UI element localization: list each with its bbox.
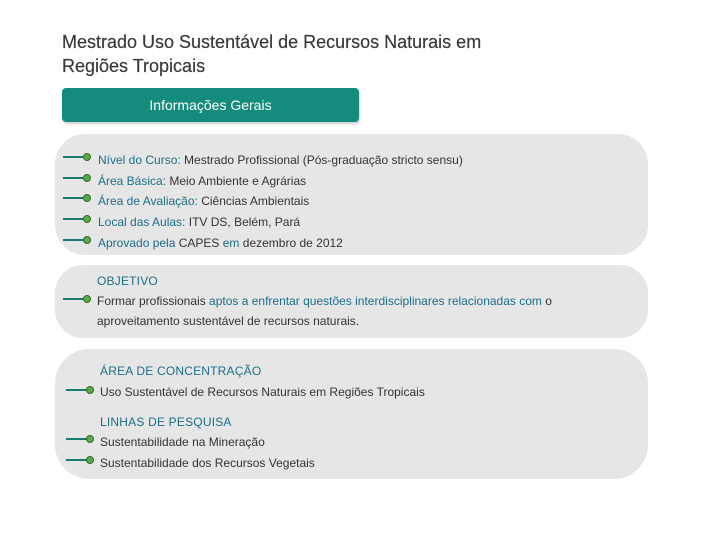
connector-dot-icon xyxy=(66,438,90,440)
objective-heading: OBJETIVO xyxy=(97,274,158,288)
page-title-line1: Mestrado Uso Sustentável de Recursos Naturais em xyxy=(62,32,482,52)
objective-bold-end: o xyxy=(545,294,552,308)
info-location-key: Local das Aulas: xyxy=(98,215,186,229)
connector-dot-icon xyxy=(66,389,90,391)
info-approval-capes: CAPES xyxy=(178,236,220,250)
info-approval-mid: em xyxy=(219,236,243,250)
info-evaluation-area xyxy=(98,193,309,209)
connector-dot-icon xyxy=(63,156,87,158)
info-evaluation-area-value: Ciências Ambientais xyxy=(197,194,310,208)
page-title-line2: Regiões Tropicais xyxy=(62,56,206,76)
connector-dot-icon xyxy=(66,459,90,461)
info-approval-pre: Aprovado pela xyxy=(98,236,179,250)
section-pill-general-info: Informações Gerais xyxy=(62,88,359,122)
research-line-item: Sustentabilidade na Mineração xyxy=(100,435,265,449)
info-approval-date: dezembro de 2012 xyxy=(242,236,343,250)
research-line-item: Sustentabilidade dos Recursos Vegetais xyxy=(100,456,315,470)
info-level-value: Mestrado Profissional (Pós-graduação stricto sensu) xyxy=(180,153,463,167)
concentration-heading: ÁREA DE CONCENTRAÇÃO xyxy=(100,364,262,378)
info-basic-area-key: Área Básica: xyxy=(98,174,167,188)
info-location xyxy=(98,214,300,230)
objective-bold-start: Formar profissionais xyxy=(97,294,206,308)
info-approval xyxy=(98,235,343,251)
info-level xyxy=(98,152,463,168)
connector-dot-icon xyxy=(63,218,87,220)
connector-dot-icon xyxy=(63,177,87,179)
research-lines-heading: LINHAS DE PESQUISA xyxy=(100,415,232,429)
concentration-item: Uso Sustentável de Recursos Naturais em Regiões Tropicais xyxy=(100,385,425,399)
connector-dot-icon xyxy=(63,298,87,300)
objective-text-line2: aproveitamento sustentável de recursos naturais. xyxy=(97,314,360,328)
info-location-value: ITV DS, Belém, Pará xyxy=(185,215,301,229)
connector-dot-icon xyxy=(63,239,87,241)
info-level-key: Nível do Curso: xyxy=(98,153,181,167)
objective-text: aptos a enfrentar questões interdisciplinares relacionadas com xyxy=(205,294,546,308)
info-basic-area xyxy=(98,173,306,189)
info-basic-area-value: Meio Ambiente e Agrárias xyxy=(166,174,307,188)
connector-dot-icon xyxy=(63,197,87,199)
info-evaluation-area-key: Área de Avaliação: xyxy=(98,194,198,208)
objective-text-line1 xyxy=(97,293,552,309)
page-title xyxy=(62,30,582,78)
